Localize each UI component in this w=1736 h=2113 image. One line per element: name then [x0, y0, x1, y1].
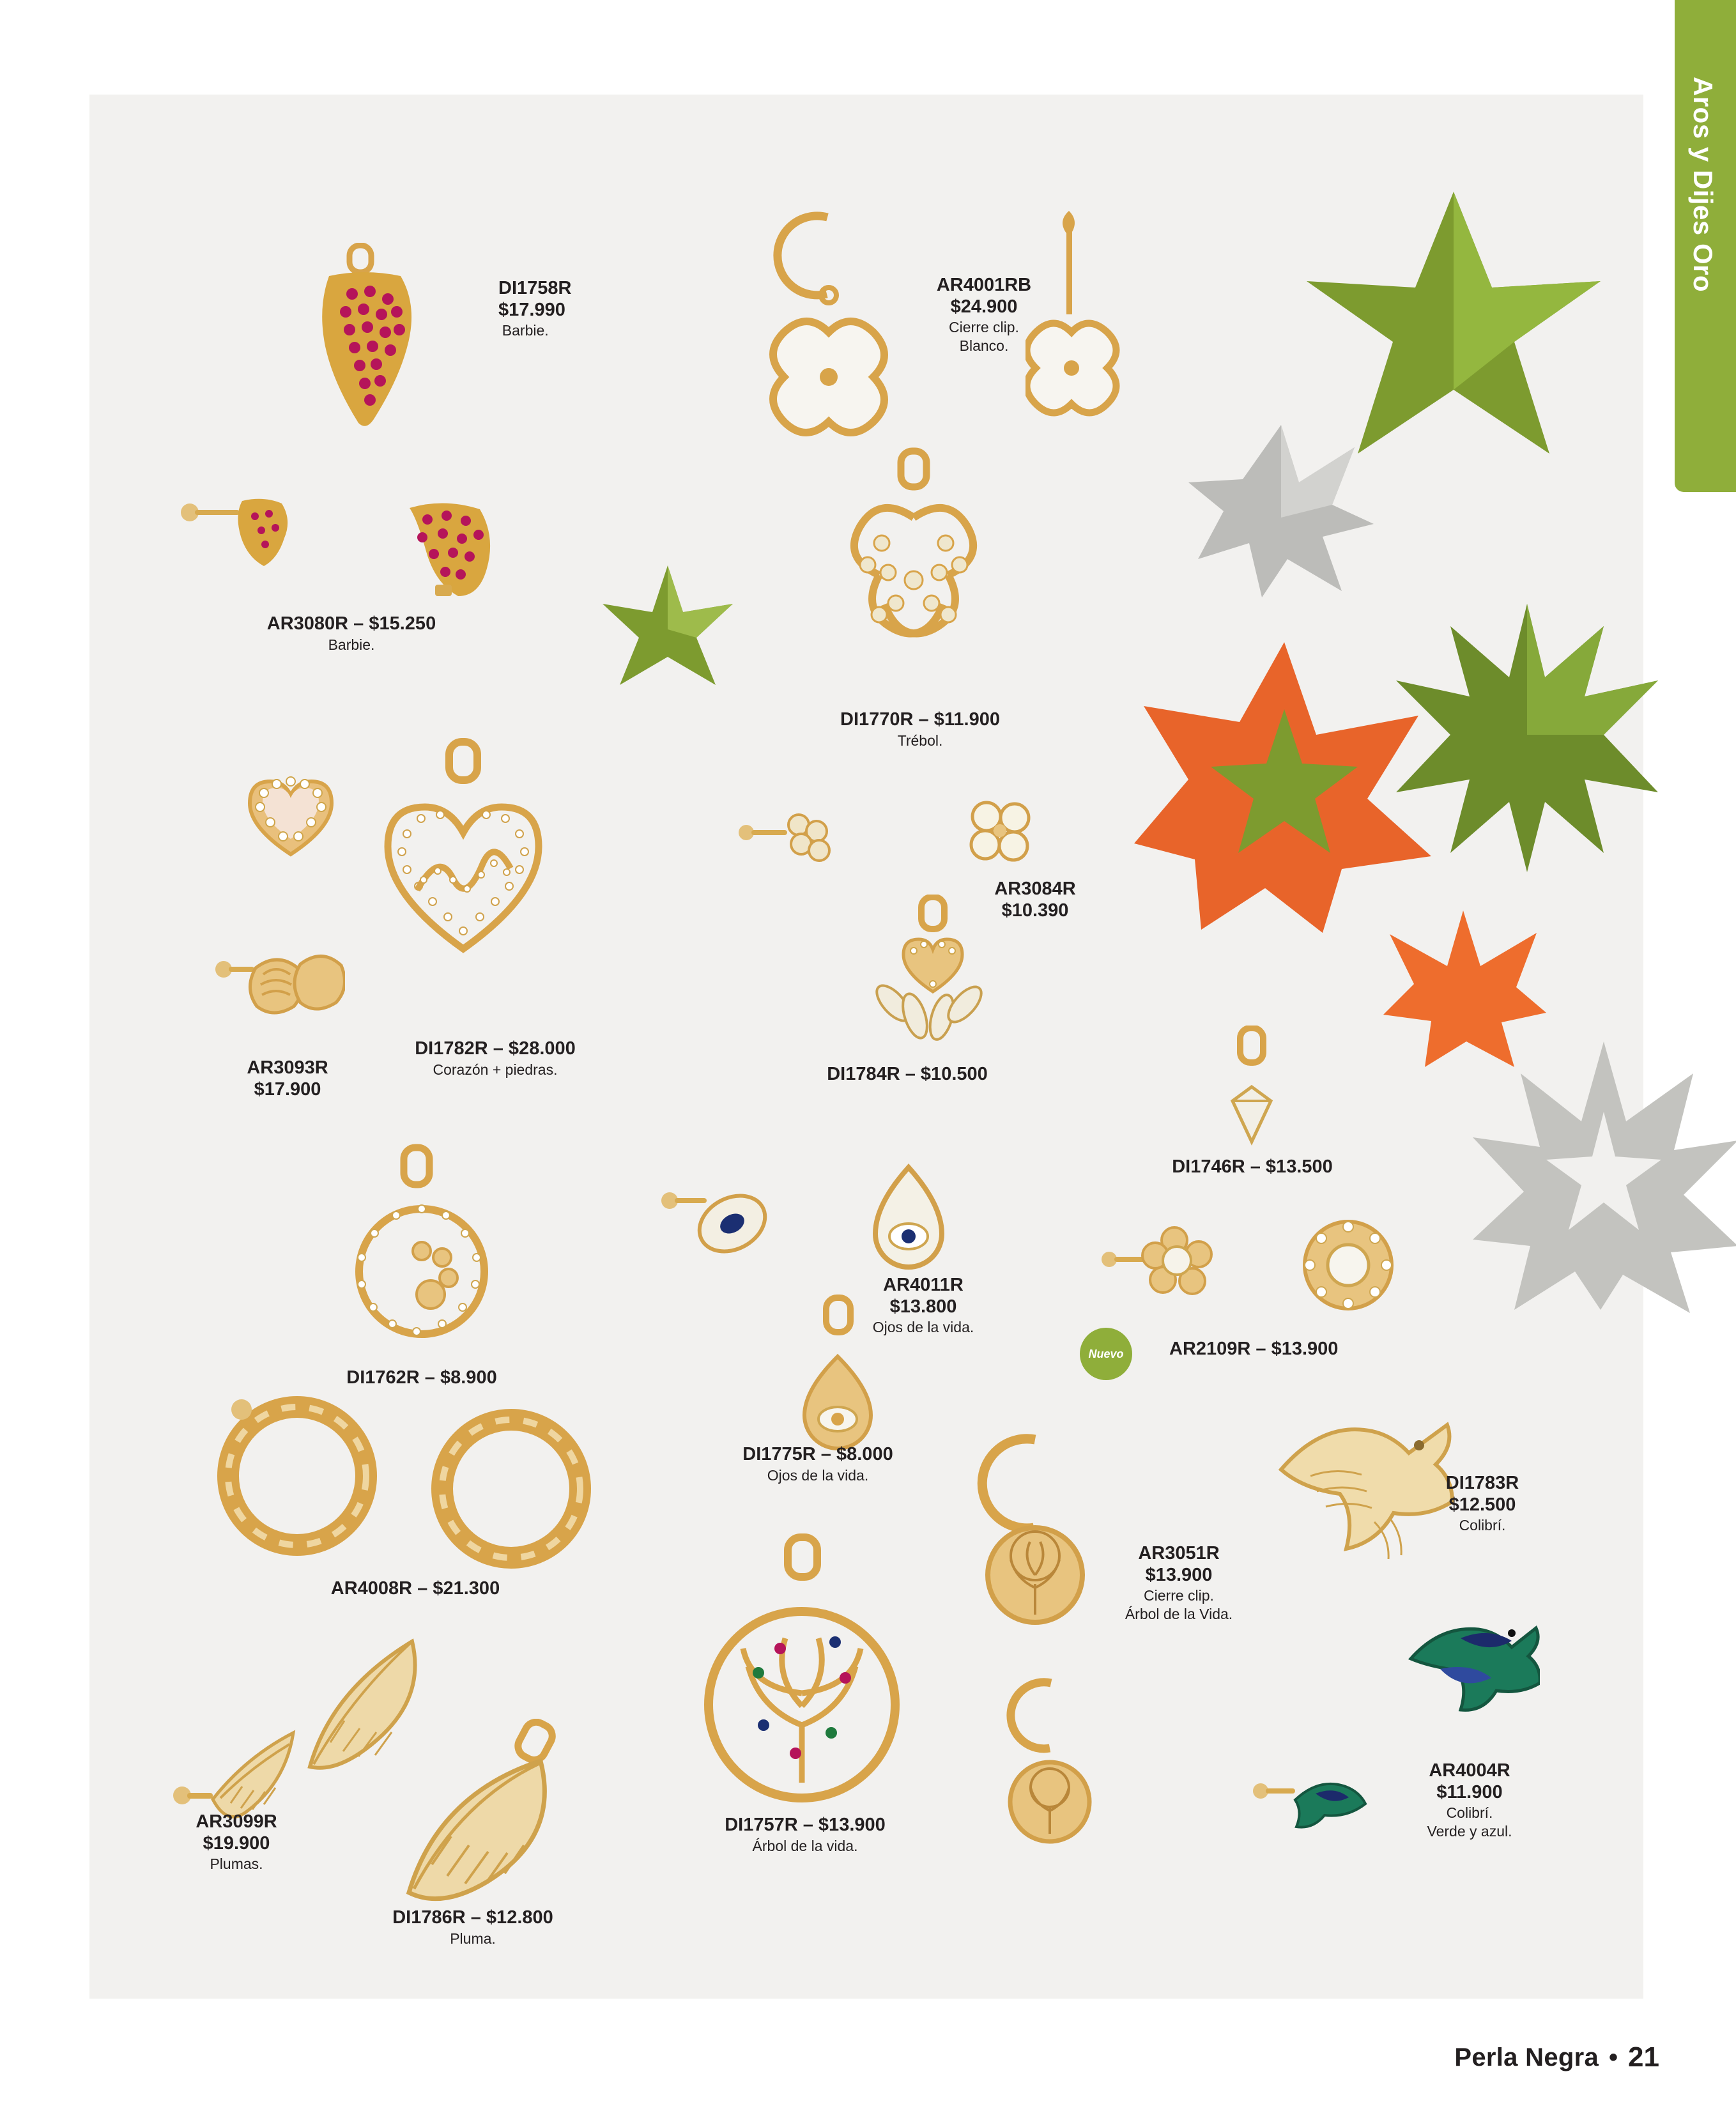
page-footer: [1454, 2041, 1659, 2073]
pendant-clover-di1770r: [837, 447, 990, 665]
caption-di1746r: [1134, 1156, 1371, 1178]
paper-star-silver-upper: [1185, 422, 1377, 601]
caption-ar3080r: [230, 613, 473, 653]
product-price: $24.900: [950, 296, 1018, 317]
earrings-barbie-ar3080r-left: [176, 486, 297, 569]
paper-star-green-spiky: [1393, 601, 1661, 875]
caption-di1757r: [696, 1815, 914, 1854]
product-code: AR2109R – $13.900: [1169, 1339, 1339, 1359]
caption-di1783r: [1402, 1473, 1562, 1534]
product-price: $17.990: [498, 299, 565, 320]
caption-ar4001rb: [882, 275, 1086, 355]
product-price: $17.900: [254, 1079, 321, 1100]
hoop-ar4008r-right: [419, 1393, 604, 1578]
product-code: DI1770R – $11.900: [840, 709, 1000, 730]
product-desc: Barbie.: [502, 322, 549, 339]
product-code: AR3099R: [196, 1811, 277, 1832]
caption-ar2109r: [1169, 1339, 1338, 1360]
product-price: $11.900: [1436, 1781, 1503, 1802]
footer-separator: •: [1609, 2043, 1618, 2071]
product-code: DI1786R – $12.800: [392, 1907, 553, 1928]
caption-di1758r: [498, 278, 571, 339]
product-desc: Cierre clip.: [949, 319, 1019, 336]
product-price: $10.390: [1001, 900, 1069, 921]
pendant-di1762r: [345, 1144, 498, 1348]
caption-di1786r: [348, 1907, 597, 1947]
caption-di1784r: [795, 1064, 1019, 1086]
caption-ar3099r: [153, 1811, 319, 1873]
section-tab-label: Aros y Dijes Oro: [1688, 77, 1718, 293]
product-price: $19.900: [203, 1833, 270, 1854]
product-desc: Cierre clip.: [1144, 1587, 1214, 1604]
product-code: AR3093R: [247, 1057, 328, 1078]
caption-di1782r: [371, 1038, 620, 1078]
pendant-barbie-di1758r: [291, 243, 438, 428]
caption-ar3093r: [204, 1057, 371, 1100]
product-code: AR4004R: [1429, 1760, 1510, 1781]
product-code: DI1757R – $13.900: [725, 1815, 886, 1835]
product-desc: Colibrí.: [1446, 1804, 1493, 1822]
earrings-barbie-ar3080r-right: [387, 495, 502, 597]
earring-tree-small: [1000, 1674, 1096, 1853]
product-code: AR4011R: [883, 1275, 964, 1295]
pendant-feather-di1786r: [396, 1719, 575, 1904]
product-code: DI1758R: [498, 278, 572, 298]
product-desc: Corazón + piedras.: [433, 1061, 558, 1078]
product-code: AR3051R: [1138, 1543, 1220, 1564]
pendant-tree-di1757r: [700, 1533, 904, 1808]
earring-ar3084r-left: [735, 802, 837, 872]
caption-ar4008r: [288, 1578, 543, 1600]
caption-di1770r: [808, 709, 1032, 749]
product-code: DI1782R – $28.000: [415, 1038, 576, 1059]
pendant-solitaire-di1746r: [1217, 1026, 1287, 1166]
section-tab: [1675, 0, 1736, 492]
product-desc: Colibrí.: [1459, 1517, 1506, 1534]
hoop-ar4008r-left: [204, 1380, 390, 1565]
product-price: $13.900: [1145, 1564, 1213, 1585]
product-code: DI1762R – $8.900: [346, 1367, 497, 1388]
caption-ar3084r: [946, 879, 1125, 921]
product-code: AR3084R: [994, 879, 1076, 899]
paper-star-orange-large: [1131, 639, 1438, 939]
product-desc: Trébol.: [897, 732, 943, 749]
product-code: DI1783R: [1445, 1473, 1519, 1493]
product-code: DI1746R – $13.500: [1172, 1156, 1333, 1177]
product-desc-2: Blanco.: [959, 337, 1009, 354]
page-number: 21: [1628, 2041, 1659, 2073]
product-desc: Barbie.: [328, 636, 375, 653]
caption-ar4011r: [843, 1275, 1003, 1336]
caption-di1762r: [300, 1367, 543, 1389]
product-price: $12.500: [1448, 1494, 1516, 1515]
product-code: AR4001RB: [936, 275, 1032, 295]
product-desc: Árbol de la vida.: [752, 1837, 858, 1854]
product-code: AR3080R – $15.250: [266, 613, 436, 634]
caption-ar3051r: [1073, 1543, 1284, 1623]
paper-star-silver-lower: [1470, 1035, 1736, 1316]
badge-nuevo: [1080, 1328, 1132, 1380]
earring-clover-ar4001rb-left: [751, 204, 898, 479]
caption-ar4004r: [1383, 1760, 1556, 1840]
earring-ar4011r-left: [658, 1172, 773, 1268]
earring-ar2109r-right: [1297, 1214, 1399, 1316]
footer-brand: Perla Negra: [1454, 2043, 1599, 2071]
product-price: $13.800: [889, 1296, 957, 1317]
product-desc: Ojos de la vida.: [767, 1466, 869, 1484]
product-code: DI1784R – $10.500: [827, 1064, 988, 1084]
earring-ar2109r-left: [1099, 1224, 1220, 1300]
badge-nuevo-label: Nuevo: [1088, 1347, 1124, 1360]
earring-hummingbird-stud: [1249, 1760, 1377, 1850]
caption-di1775r: [712, 1444, 923, 1484]
product-code: AR4008R – $21.300: [330, 1578, 500, 1599]
earring-ar4011r-right: [863, 1160, 958, 1281]
paper-star-green-mid: [597, 562, 738, 690]
product-desc: Ojos de la vida.: [872, 1319, 974, 1336]
product-desc-2: Verde y azul.: [1427, 1822, 1512, 1840]
product-desc-2: Árbol de la Vida.: [1125, 1605, 1233, 1622]
product-desc: Pluma.: [450, 1930, 496, 1947]
earrings-ar3093r-pair: [211, 942, 345, 1026]
product-desc: Plumas.: [210, 1856, 263, 1873]
pendant-hummingbird-ar4004r: [1399, 1597, 1540, 1712]
earring-ar3084r-right: [958, 792, 1041, 869]
product-code: DI1775R – $8.000: [742, 1444, 893, 1464]
pendant-heart-di1782r: [374, 738, 553, 962]
earring-heart-stud-ar3093r: [240, 770, 342, 859]
